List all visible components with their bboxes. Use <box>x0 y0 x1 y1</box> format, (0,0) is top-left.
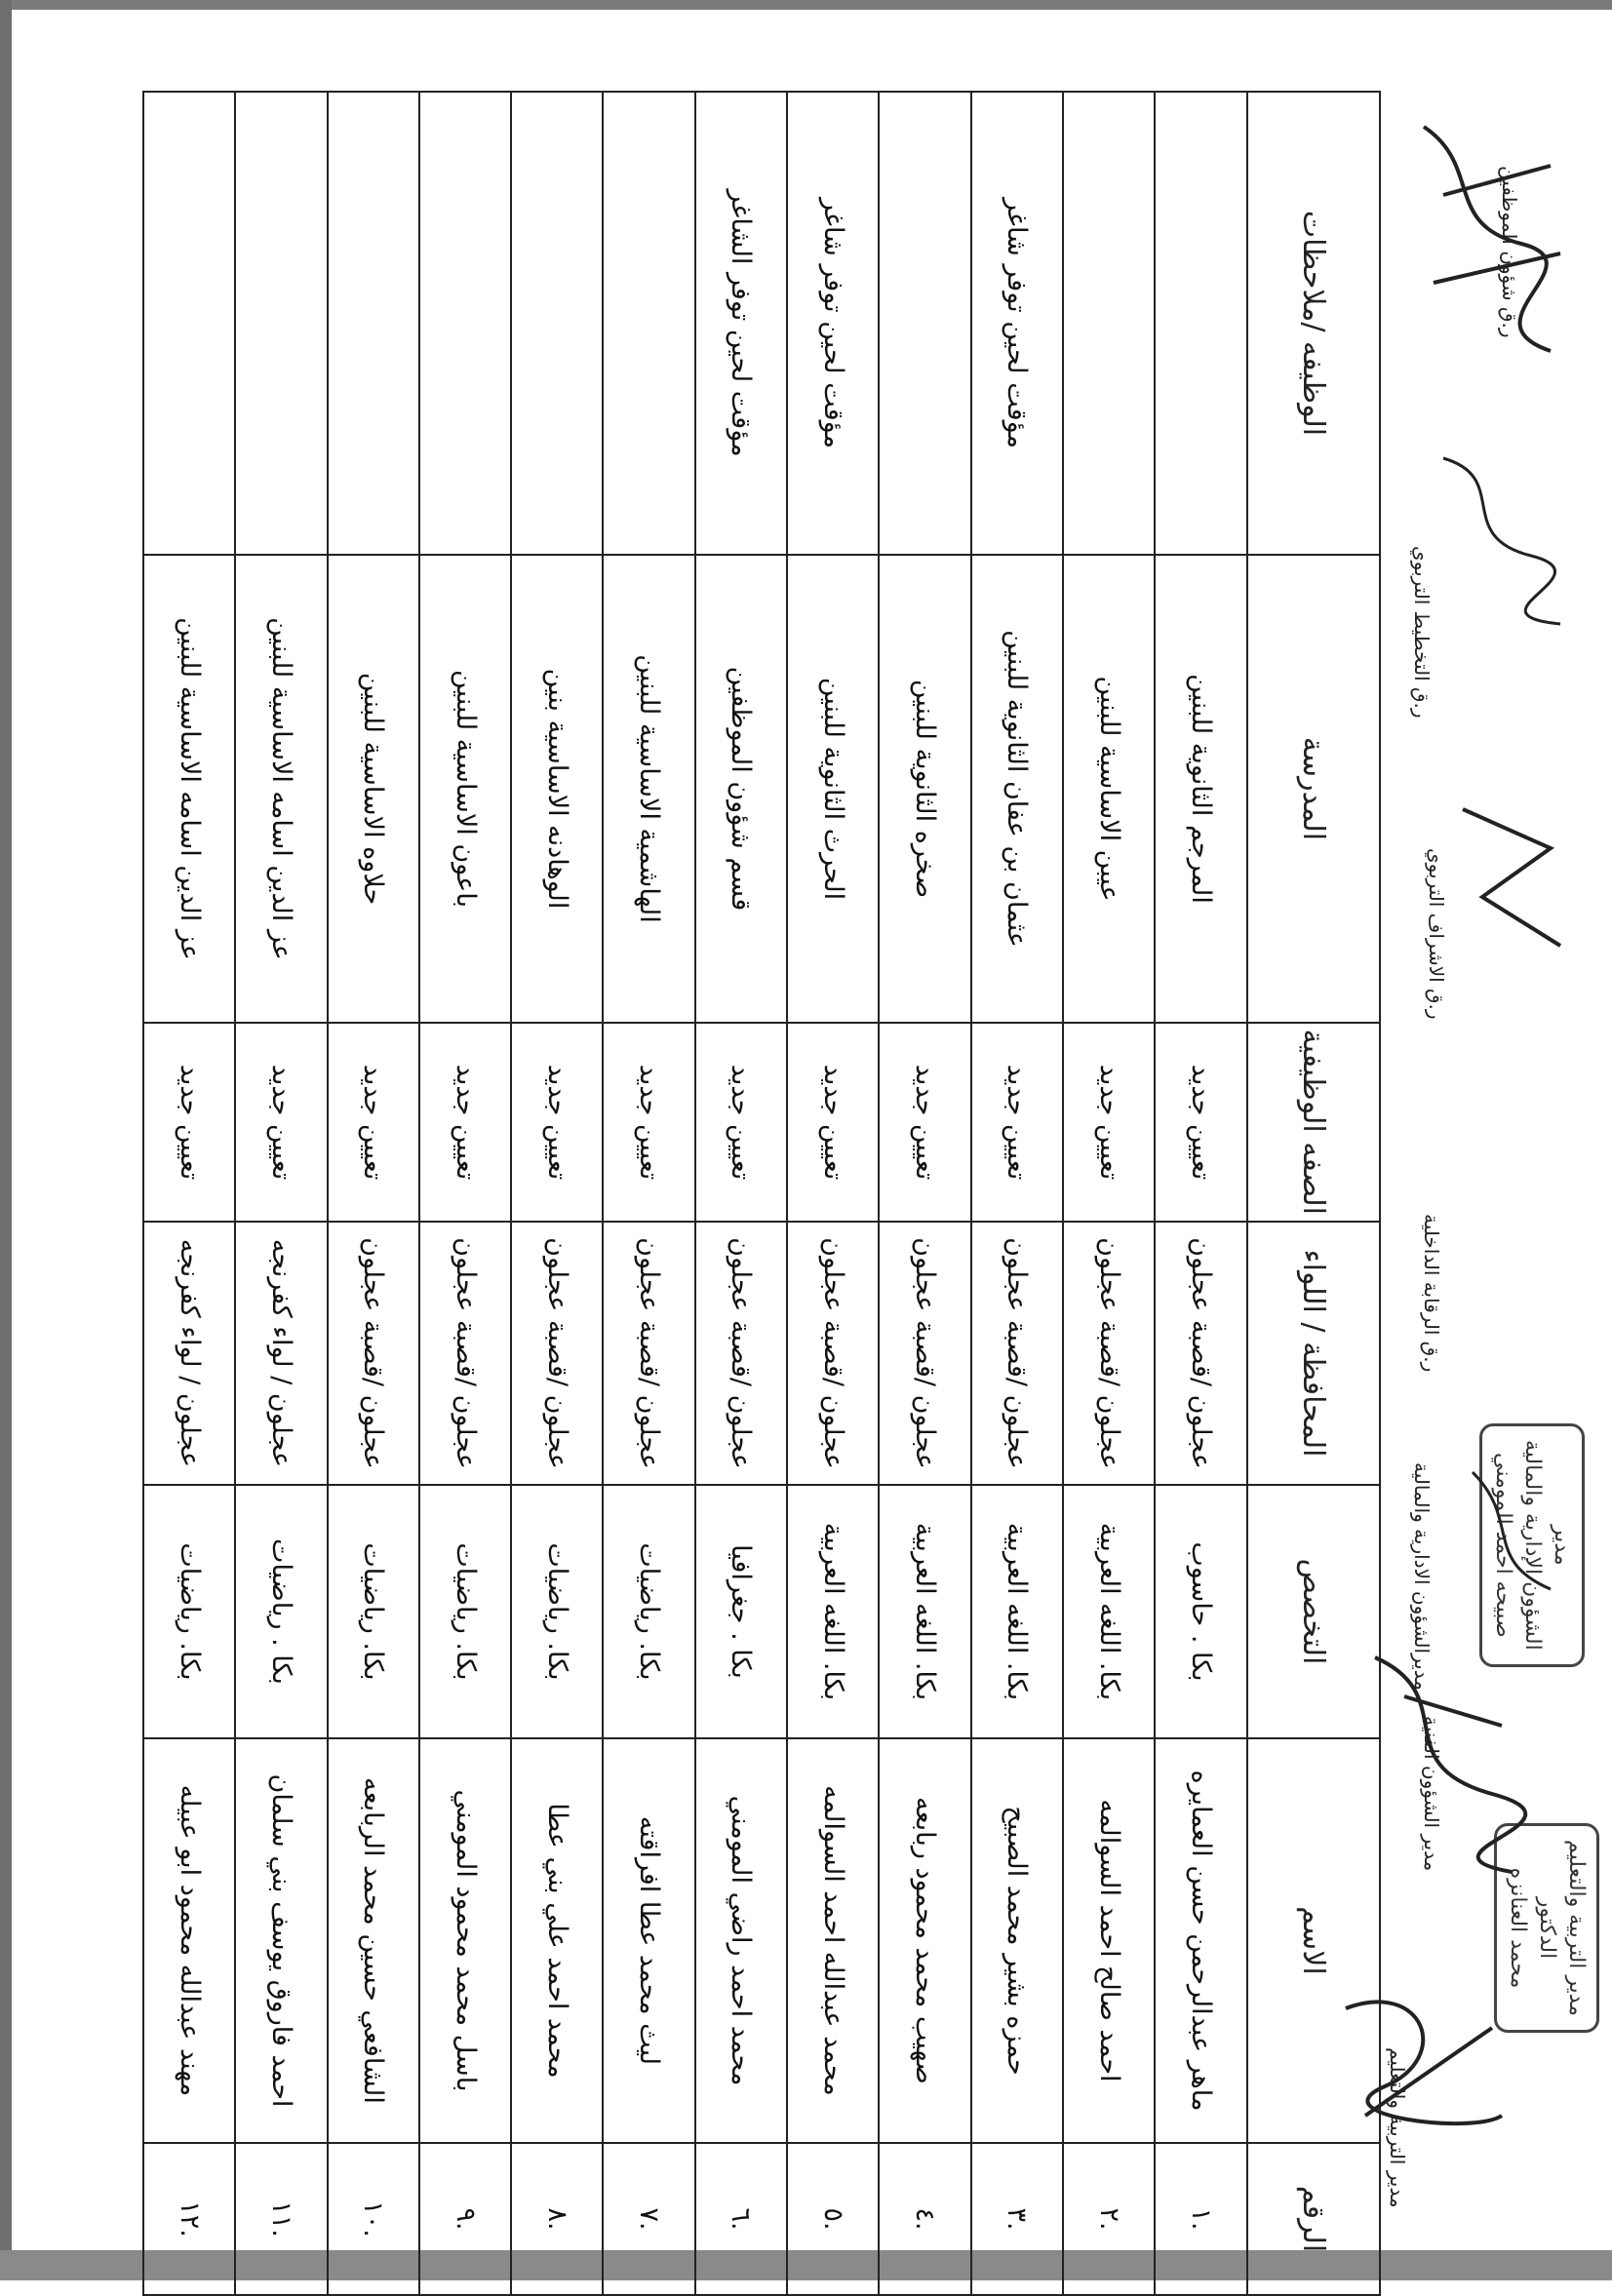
stamp-line: الدكتور <box>1535 1896 1559 1960</box>
table-row <box>787 92 879 2295</box>
cell-cat: تعيين جديد <box>787 1023 879 1222</box>
cell-notes <box>511 92 603 555</box>
cell-cat: تعيين جديد <box>971 1023 1063 1222</box>
cell-num: .٢ <box>1063 2143 1155 2295</box>
cell-name: ليث محمد عطا افراقته <box>604 1738 695 2143</box>
cell-school: عثمان بن عفان الثانوية للبنين <box>971 555 1063 1023</box>
cell-name: محمد احمد علي بني عطا <box>511 1738 603 2143</box>
cell-spec: بكا. اللغه العربية <box>1063 1485 1155 1738</box>
cell-name: احمد فاروق يوسف بني سلمان <box>235 1738 327 2143</box>
header-category: الصفه الوظيفية <box>1247 1023 1380 1222</box>
table-header-row <box>1247 92 1380 2295</box>
header-num: الرقم <box>1247 2143 1380 2295</box>
header-governorate: المحافظة / اللواء <box>1247 1222 1380 1485</box>
cell-name: صهيب محمد محمود ربابعه <box>879 1738 970 2143</box>
cell-notes <box>235 92 327 555</box>
cell-spec: بكا . جغرافيا <box>695 1485 787 1738</box>
cell-spec: بكا. رياضيات <box>328 1485 419 1738</box>
cell-num: .٥ <box>787 2143 879 2295</box>
table-row <box>1155 92 1246 2295</box>
signature-scribble <box>1326 1969 1521 2164</box>
table-row <box>235 92 327 2295</box>
table-row <box>511 92 603 2295</box>
cell-name: الشافعي حسين محمد الربابعه <box>328 1738 419 2143</box>
cell-notes <box>143 92 235 555</box>
table-row <box>419 92 511 2295</box>
cell-spec: بكا. اللغه العربية <box>879 1485 970 1738</box>
cell-gov: عجلون /قصبة عجلون <box>419 1222 511 1485</box>
cell-school: الوهادنه الاساسية بنين <box>511 555 603 1023</box>
table-row <box>143 92 235 2295</box>
table-row <box>971 92 1063 2295</box>
cell-gov: عجلون /قصبة عجلون <box>1063 1222 1155 1485</box>
cell-num: .٩ <box>419 2143 511 2295</box>
cell-name: مهند عبدالله محمود ابو عبيله <box>143 1738 235 2143</box>
sig-education-director: مدير التربية والتعليم <box>1386 2047 1409 2208</box>
appointments-table <box>142 91 1381 2296</box>
cell-school: عيبن الاساسية للبنين <box>1063 555 1155 1023</box>
header-school: المدرسة <box>1247 555 1380 1023</box>
cell-cat: تعيين جديد <box>1063 1023 1155 1222</box>
cell-gov: عجلون /قصبة عجلون <box>971 1222 1063 1485</box>
cell-notes <box>604 92 695 555</box>
cell-school: المرجم الثانوية للبنين <box>1155 555 1246 1023</box>
cell-num: .٦ <box>695 2143 787 2295</box>
cell-gov: عجلون /قصبة عجلون <box>879 1222 970 1485</box>
cell-school: قسم شؤون الموظفين <box>695 555 787 1023</box>
cell-school: عز الدين اسامه الاساسية للبنين <box>143 555 235 1023</box>
header-name: الاسم <box>1247 1738 1380 2143</box>
table-row <box>604 92 695 2295</box>
sig-technical-director: مدير الشؤون الفنية <box>1420 1716 1443 1872</box>
cell-cat: تعيين جديد <box>328 1023 419 1222</box>
signature-scribble <box>1346 1638 1541 1891</box>
cell-cat: تعيين جديد <box>695 1023 787 1222</box>
stamp-line: الشؤون الإدارية والمالية <box>1520 1440 1545 1651</box>
cell-spec: بكا. رياضيات <box>419 1485 511 1738</box>
sig-supervision-head: ر.ق الاشراف التربوي <box>1425 848 1448 1020</box>
stamp-line: محمد العنانزه <box>1506 1867 1530 1989</box>
cell-notes: مؤقت لحين توفر شاغر <box>971 92 1063 555</box>
cell-spec: بكا . حاسوب <box>1155 1485 1246 1738</box>
cell-cat: تعيين جديد <box>143 1023 235 1222</box>
cell-cat: تعيين جديد <box>511 1023 603 1222</box>
cell-name: باسل محمد محمود المومني <box>419 1738 511 2143</box>
cell-gov: عجلون /قصبة عجلون <box>695 1222 787 1485</box>
stamp-line: مدير <box>1550 1525 1574 1566</box>
cell-num: .١١ <box>235 2143 327 2295</box>
sig-employees-head: ر.ق شؤون الموظفين <box>1498 166 1521 338</box>
cell-notes: مؤقت لحين توفر شاغر <box>787 92 879 555</box>
cell-spec: بكا. اللغه العربية <box>971 1485 1063 1738</box>
cell-num: .١٢ <box>143 2143 235 2295</box>
cell-num: .١ <box>1155 2143 1246 2295</box>
cell-notes <box>419 92 511 555</box>
cell-cat: تعيين جديد <box>604 1023 695 1222</box>
cell-name: حمزه بشير محمد الصبيح <box>971 1738 1063 2143</box>
signature-scribble <box>1424 429 1580 643</box>
cell-num: .١٠ <box>328 2143 419 2295</box>
cell-school: الهاشمية الاساسية للبنين <box>604 555 695 1023</box>
table-row <box>695 92 787 2295</box>
signature-scribble <box>1404 107 1580 380</box>
cell-gov: عجلون /قصبة عجلون <box>328 1222 419 1485</box>
cell-gov: عجلون /قصبة عجلون <box>787 1222 879 1485</box>
cell-school: صخره الثانوية للبنين <box>879 555 970 1023</box>
cell-cat: تعيين جديد <box>1155 1023 1246 1222</box>
cell-notes: مؤقت لحين توفر الشاغر <box>695 92 787 555</box>
signature-scribble <box>1453 1453 1580 1609</box>
table-row <box>1063 92 1155 2295</box>
cell-spec: بكا . رياضيات <box>235 1485 327 1738</box>
cell-num: .٣ <box>971 2143 1063 2295</box>
sig-internal-control: ر.ق الرقابة الداخلية <box>1420 1214 1443 1373</box>
cell-num: .٤ <box>879 2143 970 2295</box>
cell-num: .٧ <box>604 2143 695 2295</box>
cell-gov: عجلون /قصبة عجلون <box>604 1222 695 1485</box>
cell-gov: عجلون / لواء كفرنجه <box>235 1222 327 1485</box>
cell-notes <box>1063 92 1155 555</box>
cell-spec: بكا. رياضيات <box>143 1485 235 1738</box>
header-specialization: التخصص <box>1247 1485 1380 1738</box>
stamp-line: صبيحه احمد المومني <box>1491 1453 1515 1638</box>
cell-school: الحرث الثانوية للبنين <box>787 555 879 1023</box>
cell-notes <box>1155 92 1246 555</box>
table-row <box>328 92 419 2295</box>
cell-spec: بكا. رياضيات <box>604 1485 695 1738</box>
cell-school: باعون الاساسية للبنين <box>419 555 511 1023</box>
cell-school: عز الدين اسامه الاساسية للبنين <box>235 555 327 1023</box>
signature-scribble <box>1443 790 1580 965</box>
cell-name: ماهر عبدالرحمن حسن العمايره <box>1155 1738 1246 2143</box>
sig-planning-head: ر.ق التخطيط التربوي <box>1410 546 1434 719</box>
cell-name: احمد صالح احمد السوالمه <box>1063 1738 1155 2143</box>
sig-admin-finance-director: مديرالشؤون الادارية والمالية <box>1410 1462 1434 1691</box>
cell-notes <box>879 92 970 555</box>
rotated-document <box>142 54 1381 2296</box>
table-row <box>879 92 970 2295</box>
cell-name: محمد احمد راضي المومني <box>695 1738 787 2143</box>
stamp-line: مدير التربية والتعليم <box>1564 1840 1589 2016</box>
cell-gov: عجلون /قصبة عجلون <box>1155 1222 1246 1485</box>
cell-cat: تعيين جديد <box>879 1023 970 1222</box>
cell-spec: بكا. اللغه العربية <box>787 1485 879 1738</box>
cell-name: محمد عبدالله احمد السوالمه <box>787 1738 879 2143</box>
header-notes: الوظيفه /ملاحظات <box>1247 92 1380 555</box>
cell-num: .٨ <box>511 2143 603 2295</box>
cell-cat: تعيين جديد <box>419 1023 511 1222</box>
cell-spec: بكا. رياضيات <box>511 1485 603 1738</box>
cell-cat: تعيين جديد <box>235 1023 327 1222</box>
cell-notes <box>328 92 419 555</box>
cell-school: حلاوه الاساسية للبنين <box>328 555 419 1023</box>
cell-gov: عجلون /قصبة عجلون <box>511 1222 603 1485</box>
cell-gov: عجلون / لواء كفرنجه <box>143 1222 235 1485</box>
